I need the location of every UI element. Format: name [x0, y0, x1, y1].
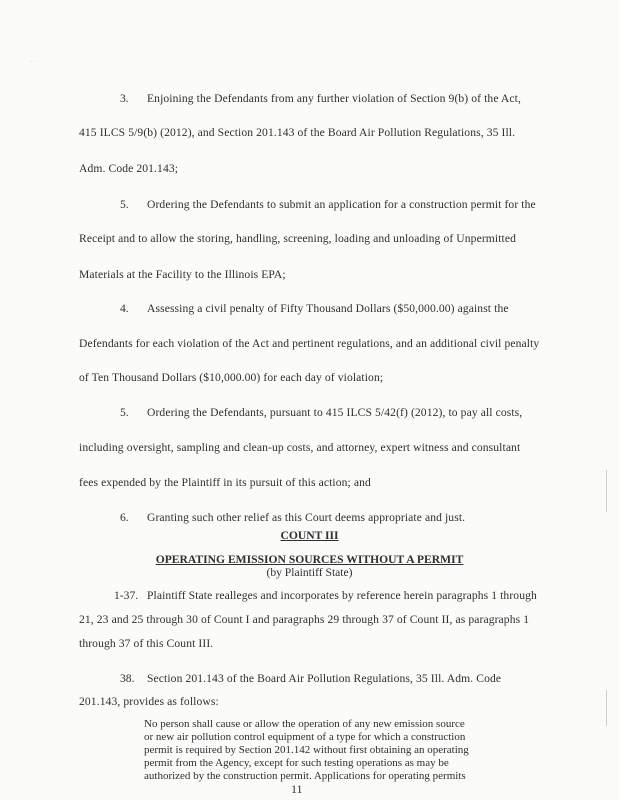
- count-heading: OPERATING EMISSION SOURCES WITHOUT A PERMIT: [155, 553, 464, 566]
- count-subheading: (by Plaintiff State): [266, 566, 353, 579]
- body-text-line: fees expended by the Plaintiff in its pursuit of this action; and: [79, 476, 371, 489]
- item-number: 5.: [120, 198, 129, 211]
- quoted-regulation-line: permit is required by Section 201.142 without first obtaining an operating: [144, 744, 469, 756]
- body-text-line: including oversight, sampling and clean-up costs, and attorney, expert witness and consultant: [79, 441, 521, 454]
- body-text-line: Ordering the Defendants, pursuant to 415 ILCS 5/42(f) (2012), to pay all costs,: [147, 406, 523, 419]
- body-text-line: Enjoining the Defendants from any further violation of Section 9(b) of the Act,: [147, 92, 521, 105]
- quoted-regulation-line: authorized by the construction permit. Applications for operating permits: [144, 770, 466, 782]
- quoted-regulation-line: or new air pollution control equipment of a type for which a construction: [144, 731, 466, 743]
- scan-edge-mark: [606, 470, 607, 512]
- scan-speck: · ·: [30, 58, 40, 66]
- scan-edge-mark: [606, 690, 607, 726]
- body-text-line: 415 ILCS 5/9(b) (2012), and Section 201.143 of the Board Air Pollution Regulations, 35 Ill.: [79, 126, 516, 139]
- body-text-line: of Ten Thousand Dollars ($10,000.00) for each day of violation;: [79, 371, 384, 384]
- quoted-regulation-line: permit from the Agency, except for such testing operations as may be: [144, 757, 449, 769]
- body-text-line: Receipt and to allow the storing, handling, screening, loading and unloading of Unpermitted: [79, 232, 517, 245]
- body-text-line: through 37 of this Count III.: [79, 637, 214, 650]
- body-text-line: Materials at the Facility to the Illinois EPA;: [79, 268, 286, 281]
- page-number: 11: [291, 782, 303, 796]
- body-text-line: Ordering the Defendants to submit an application for a construction permit for the: [147, 198, 536, 211]
- body-text-line: Section 201.143 of the Board Air Pollution Regulations, 35 Ill. Adm. Code: [147, 672, 502, 685]
- item-number: 3.: [120, 92, 129, 105]
- body-text-line: 21, 23 and 25 through 30 of Count I and paragraphs 29 through 37 of Count II, as paragraphs 1: [79, 613, 530, 626]
- count-title: COUNT III: [280, 529, 339, 542]
- item-number: 4.: [120, 302, 129, 315]
- body-text-line: Adm. Code 201.143;: [79, 162, 179, 175]
- body-text-line: Assessing a civil penalty of Fifty Thousand Dollars ($50,000.00) against the: [147, 302, 509, 315]
- item-number: 6.: [120, 511, 129, 524]
- body-text-line: Defendants for each violation of the Act and pertinent regulations, and an additional civil penalty: [79, 337, 540, 350]
- body-text-line: Plaintiff State realleges and incorporates by reference herein paragraphs 1 through: [147, 589, 537, 602]
- body-text-line: Granting such other relief as this Court deems appropriate and just.: [147, 511, 466, 524]
- paragraph-number: 38.: [120, 672, 135, 685]
- quoted-regulation-line: No person shall cause or allow the operation of any new emission source: [144, 718, 465, 730]
- paragraph-number: 1-37.: [114, 589, 139, 602]
- body-text-line: 201.143, provides as follows:: [79, 695, 219, 708]
- item-number: 5.: [120, 406, 129, 419]
